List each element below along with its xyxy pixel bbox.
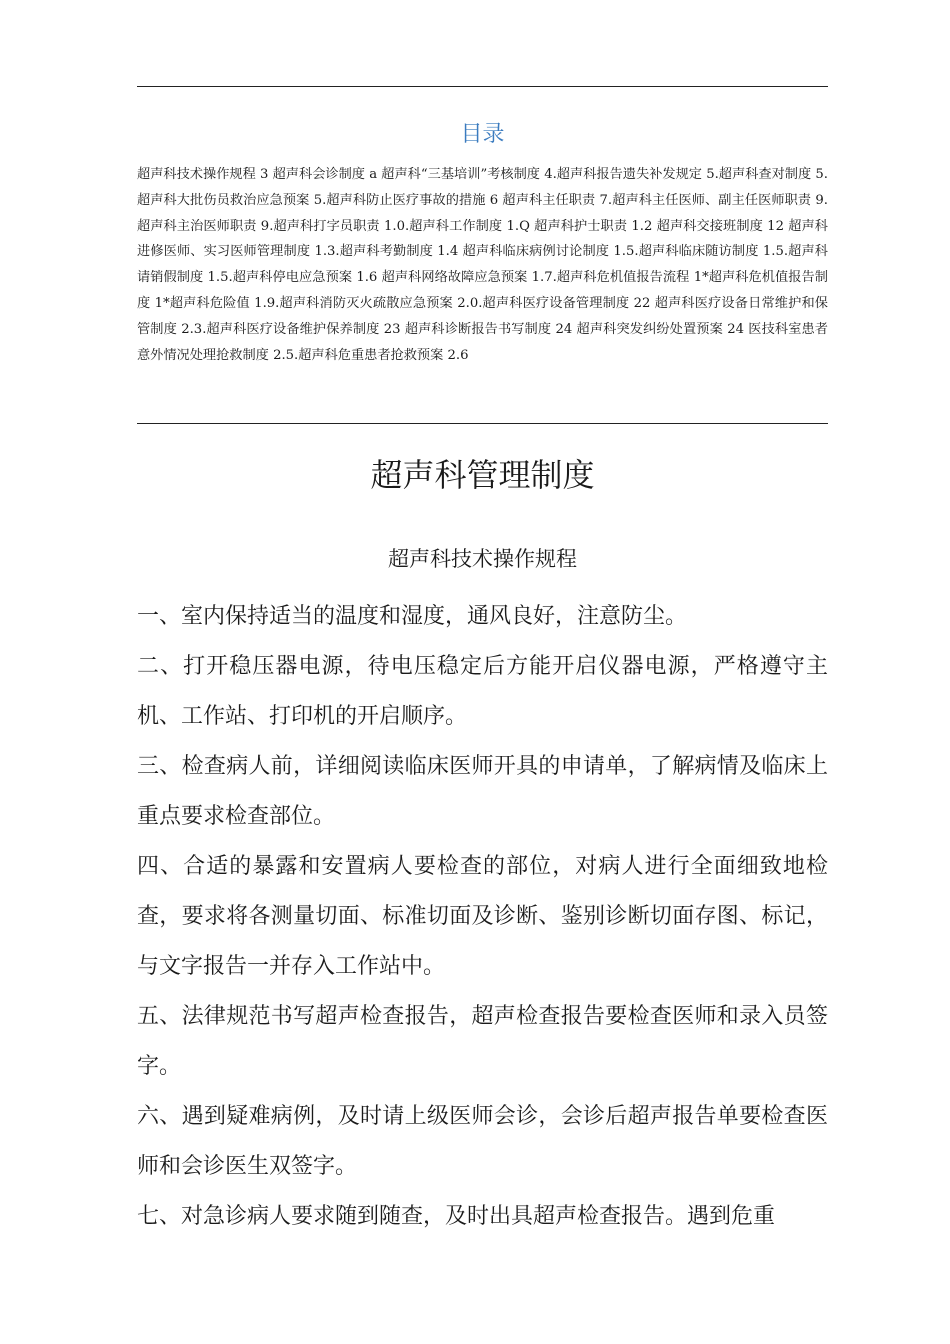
paragraph-3: 三、检查病人前，详细阅读临床医师开具的申请单，了解病情及临床上重点要求检查部位。 <box>137 754 828 829</box>
body-paragraphs <box>137 592 828 1242</box>
paragraph-2: 二、打开稳压器电源，待电压稳定后方能开启仪器电源，严格遵守主机、工作站、打印机的开启顺序。 <box>137 654 828 729</box>
paragraph-7: 七、对急诊病人要求随到随查，及时出具超声检查报告。遇到危重 <box>137 1204 776 1229</box>
toc-heading: 目录 <box>460 122 505 147</box>
toc-entries: 超声科技术操作规程 3 超声科会诊制度 a 超声科“三基培训”考核制度 4.超声科报告遗失补发规定 5.超声科查对制度 5.超声科大批伤员救治应急预案 5.超声科防止医疗事故的措施 6 超声科主任职责 7.超声科主任医师、副主任医师职责 9.超声科主治医师职责 9.超声科打字员职责 1.0.超声科工作制度 1.Q 超声科护士职责 1.2 超声科交接班制度 12 超声科进修医师、实习医师管理制度 1.3.超声科考勤制度 1.4 超声科临床病例讨论制度 1.5.超声科临床随访制度 1.5.超声科请销假制度 1.5.超声科停电应急预案 1.6 超声科网络故障应急预案 1.7.超声科危机值报告流程 1*超声科危机值报告制度 1*超声科危险值 1.9.超声科消防灭火疏散应急预案 2.0.超声科医疗设备管理制度 22 超声科医疗设备日常维护和保管制度 2.3.超声科医疗设备维护保养制度 23 超声科诊断报告书写制度 24 超声科突发纠纷处置预案 24 医技科室患者意外情况处理抢救制度 2.5.超声科危重患者抢救预案 2.6 <box>137 167 828 363</box>
section-title: 超声科技术操作规程 <box>388 547 577 571</box>
top-divider <box>137 86 828 87</box>
paragraph-6: 六、遇到疑难病例，及时请上级医师会诊，会诊后超声报告单要检查医师和会诊医生双签字。 <box>137 1104 828 1179</box>
paragraph-1: 一、室内保持适当的温度和湿度，通风良好，注意防尘。 <box>137 604 688 629</box>
paragraph-5: 五、法律规范书写超声检查报告，超声检查报告要检查医师和录入员签字。 <box>137 1004 828 1079</box>
section-divider <box>137 423 828 424</box>
document-title: 超声科管理制度 <box>370 456 595 494</box>
paragraph-4: 四、合适的暴露和安置病人要检查的部位，对病人进行全面细致地检查，要求将各测量切面、标准切面及诊断、鉴别诊断切面存图、标记，与文字报告一并存入工作站中。 <box>137 854 828 979</box>
